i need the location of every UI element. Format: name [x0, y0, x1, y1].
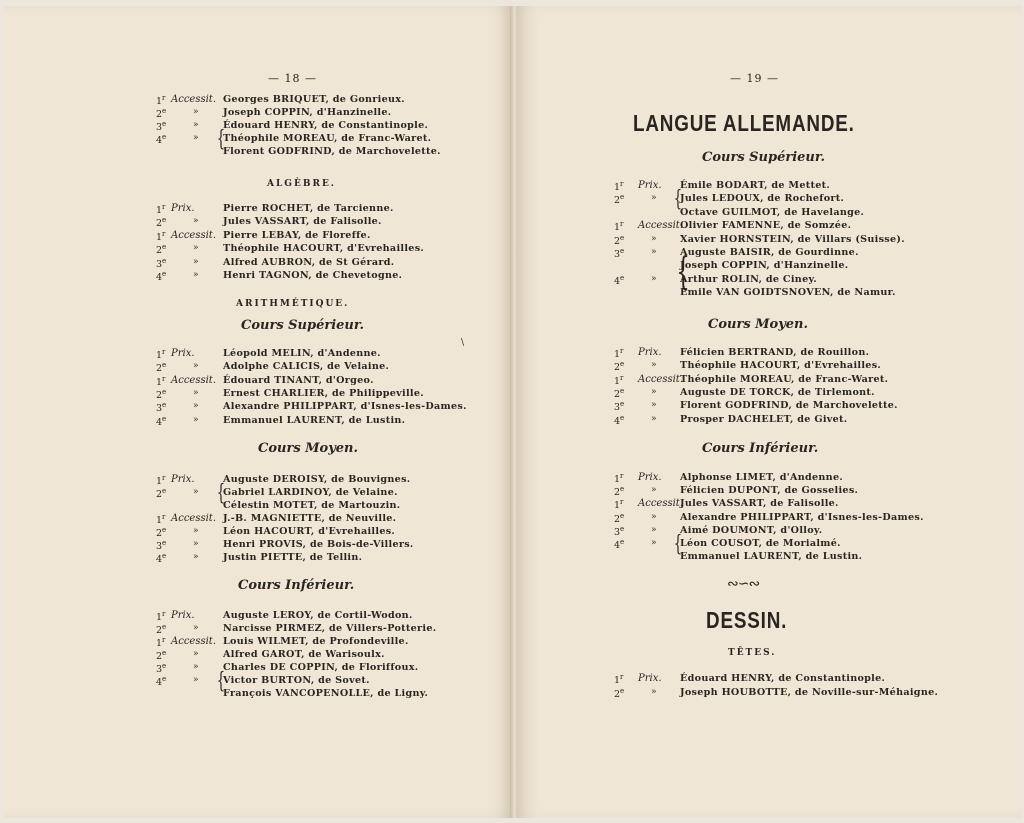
- laureate-name: Georges BRIQUET, de Gonrieux.: [223, 94, 405, 105]
- award-label: Accessit.: [171, 94, 216, 105]
- rank-number: 2e: [156, 216, 167, 230]
- laureate-name: Florent GODFRIND, de Marchovelette.: [680, 400, 898, 412]
- rank-number: 1$^r$: [156, 610, 166, 624]
- rank-number: 2e: [614, 233, 625, 247]
- award-label: Prix.: [638, 347, 662, 358]
- ditto-mark: »: [651, 360, 657, 371]
- ditto-mark: »: [651, 233, 657, 244]
- laureate-name: Célestin MOTET, de Martouzin.: [223, 500, 401, 511]
- rank-number: 2e: [156, 487, 167, 501]
- rank-number: 1$^r$: [614, 472, 624, 486]
- laureate-name: J.-B. MAGNIETTE, de Neuville.: [223, 513, 397, 524]
- ditto-mark: »: [651, 524, 657, 535]
- award-label: Prix.: [638, 472, 662, 483]
- rank-number: 2e: [614, 193, 625, 207]
- rank-number: 1$^r$: [156, 374, 166, 388]
- laureate-name: Auguste DEROISY, de Bouvignes.: [223, 474, 411, 485]
- rank-number: 4e: [156, 675, 167, 689]
- laureate-name: Henri TAGNON, de Chevetogne.: [223, 270, 403, 281]
- page-number: — 18 —: [268, 72, 317, 85]
- rank-number: 1$^r$: [156, 203, 166, 217]
- rank-number: 4e: [614, 413, 625, 427]
- laureate-name: Édouard TINANT, d'Orgeo.: [223, 374, 374, 386]
- laureate-name: Henri PROVIS, de Bois-de-Villers.: [223, 539, 414, 550]
- page-number: — 19 —: [730, 72, 779, 85]
- rank-number: 1$^r$: [156, 229, 166, 243]
- laureate-name: Édouard HENRY, de Constantinople.: [680, 673, 886, 684]
- rank-number: 3e: [156, 401, 167, 415]
- ditto-mark: »: [193, 270, 199, 280]
- laureate-name: Louis WILMET, de Profondeville.: [223, 636, 409, 647]
- laureate-name: Ernest CHARLIER, de Philippeville.: [223, 387, 424, 399]
- laureate-name: Prosper DACHELET, de Givet.: [680, 413, 848, 425]
- rank-number: 2e: [156, 361, 167, 375]
- rank-number: 1$^r$: [156, 348, 166, 362]
- award-label: Prix.: [171, 348, 195, 359]
- section-heading-algebre: ALGÈBRE.: [267, 179, 336, 189]
- laureate-name: Émile VAN GOIDTSNOVEN, de Namur.: [680, 287, 896, 299]
- ditto-mark: »: [651, 247, 657, 257]
- award-label: Prix.: [171, 474, 195, 485]
- laureate-name: Xavier HORNSTEIN, de Villars (Suisse).: [680, 233, 905, 245]
- laureate-name: Joseph HOUBOTTE, de Noville-sur-Méhaigne.: [680, 686, 939, 698]
- laureate-name: François VANCOPENOLLE, de Ligny.: [223, 688, 429, 699]
- rank-number: 1$^r$: [614, 673, 624, 687]
- laureate-name: Théophile HACOURT, d'Evrehailles.: [223, 243, 425, 255]
- laureate-name: Aimé DOUMONT, d'Olloy.: [680, 524, 823, 536]
- section-title: LANGUE ALLEMANDE.: [633, 110, 855, 136]
- laureate-name: Joseph COPPIN, d'Hanzinelle.: [680, 260, 849, 272]
- ditto-mark: »: [193, 539, 199, 549]
- ditto-mark: »: [651, 273, 657, 284]
- rank-number: 3e: [156, 662, 167, 676]
- award-label: Accessit.: [638, 220, 683, 232]
- rank-number: 2e: [156, 243, 167, 257]
- rank-number: 1$^r$: [614, 498, 624, 512]
- rank-number: 3e: [614, 400, 625, 414]
- rank-number: 1$^r$: [614, 373, 624, 387]
- laureate-name: Octave GUILMOT, de Havelange.: [680, 206, 865, 218]
- award-label: Accessit.: [171, 374, 216, 386]
- rank-number: 3e: [614, 247, 625, 261]
- rank-number: 4e: [614, 273, 625, 287]
- brace-mark: {: [216, 127, 226, 152]
- laureate-name: Arthur ROLIN, de Ciney.: [680, 273, 817, 285]
- rank-number: 2e: [156, 526, 167, 540]
- ditto-mark: »: [193, 526, 199, 536]
- laureate-name: Narcisse PIRMEZ, de Villers-Potterie.: [223, 623, 437, 634]
- rank-number: 3e: [614, 524, 625, 538]
- award-label: Prix.: [638, 180, 662, 191]
- ditto-mark: »: [651, 413, 657, 424]
- award-label: Accessit.: [171, 636, 216, 647]
- course-heading: Cours Moyen.: [708, 317, 809, 332]
- rank-number: 4e: [614, 538, 625, 552]
- rank-number: 1$^r$: [614, 180, 624, 194]
- award-label: Prix.: [638, 673, 662, 684]
- ditto-mark: »: [193, 107, 199, 117]
- rank-number: 1$^r$: [156, 474, 166, 488]
- ditto-mark: »: [193, 487, 199, 497]
- ditto-mark: »: [193, 361, 199, 372]
- laureate-name: Auguste LEROY, de Cortil-Wodon.: [223, 610, 413, 621]
- rank-number: 2e: [614, 386, 625, 401]
- ditto-mark: »: [193, 662, 199, 672]
- laureate-name: Alexandre PHILIPPART, d'Isnes-les-Dames.: [223, 401, 467, 413]
- laureate-name: Charles DE COPPIN, de Floriffoux.: [223, 662, 419, 673]
- laureate-name: Joseph COPPIN, d'Hanzinelle.: [223, 107, 392, 118]
- laureate-name: Félicien BERTRAND, de Rouillon.: [680, 347, 870, 358]
- laureate-name: Florent GODFRIND, de Marchovelette.: [223, 146, 441, 157]
- ditto-mark: »: [193, 387, 199, 398]
- laureate-name: Jules VASSART, de Falisolle.: [680, 498, 839, 510]
- award-label: Accessit.: [638, 498, 683, 510]
- brace-mark: {: [216, 481, 226, 506]
- ditto-mark: »: [651, 686, 657, 697]
- ditto-mark: »: [193, 401, 199, 412]
- rank-number: 1$^r$: [614, 220, 624, 234]
- laureate-name: Adolphe CALICIS, de Velaine.: [223, 361, 390, 373]
- laureate-name: Victor BURTON, de Sovet.: [223, 675, 370, 686]
- laureate-name: Emmanuel LAURENT, de Lustin.: [223, 414, 406, 426]
- rank-number: 1$^r$: [156, 94, 166, 108]
- rank-number: 2e: [156, 387, 167, 402]
- laureate-name: Félicien DUPONT, de Gosselies.: [680, 485, 859, 497]
- rank-number: 1$^r$: [156, 636, 166, 650]
- ditto-mark: »: [193, 552, 199, 562]
- course-heading: Cours Inférieur.: [702, 441, 819, 456]
- ditto-mark: »: [193, 414, 199, 425]
- laureate-name: Emmanuel LAURENT, de Lustin.: [680, 551, 863, 563]
- rank-number: 2e: [614, 360, 625, 374]
- laureate-name: Alphonse LIMET, d'Andenne.: [680, 472, 843, 483]
- award-label: Accessit.: [171, 229, 216, 241]
- laureate-name: Alfred AUBRON, de St Gérard.: [223, 256, 395, 268]
- ditto-mark: »: [193, 256, 199, 267]
- rank-number: 4e: [156, 414, 167, 428]
- rank-number: 2e: [614, 686, 625, 700]
- ditto-mark: »: [193, 120, 199, 130]
- rank-number: 2e: [614, 485, 625, 499]
- course-heading: Cours Supérieur.: [702, 150, 826, 165]
- rank-number: 3e: [156, 256, 167, 270]
- laureate-name: Léopold MELIN, d'Andenne.: [223, 348, 381, 359]
- brace-mark: {: [676, 249, 690, 294]
- section-heading-tetes: TÊTES.: [728, 648, 777, 658]
- brace-mark: {: [673, 187, 683, 213]
- ditto-mark: »: [193, 623, 199, 633]
- laureate-name: Justin PIETTE, de Tellin.: [223, 552, 363, 563]
- rank-number: 2e: [156, 107, 167, 121]
- rank-number: 3e: [156, 539, 167, 553]
- laureate-name: Jules LEDOUX, de Rochefort.: [680, 193, 845, 205]
- laureate-name: Jules VASSART, de Falisolle.: [223, 216, 382, 228]
- rank-number: 2e: [156, 623, 167, 637]
- ditto-mark: »: [651, 538, 657, 548]
- laureate-name: Auguste DE TORCK, de Tirlemont.: [680, 386, 875, 398]
- rank-number: 2e: [156, 649, 167, 663]
- section-title: DESSIN.: [706, 607, 788, 633]
- laureate-name: Pierre ROCHET, de Tarcienne.: [223, 203, 394, 214]
- laureate-name: Théophile HACOURT, d'Evrehailles.: [680, 360, 882, 372]
- laureate-name: Alfred GAROT, de Warisoulx.: [223, 649, 385, 660]
- brace-mark: {: [673, 532, 683, 557]
- ditto-mark: »: [651, 193, 657, 204]
- laureate-name: Alexandre PHILIPPART, d'Isnes-les-Dames.: [680, 511, 924, 523]
- ditto-mark: »: [651, 511, 657, 522]
- section-heading-arithmetique: ARITHMÉTIQUE.: [236, 299, 350, 309]
- rank-number: 3e: [156, 120, 167, 134]
- ditto-mark: »: [651, 485, 657, 496]
- laureate-name: Théophile MOREAU, de Franc-Waret.: [680, 373, 889, 385]
- laureate-name: Léon COUSOT, de Morialmé.: [680, 538, 841, 549]
- laureate-name: Édouard HENRY, de Constantinople.: [223, 120, 429, 131]
- course-heading: Cours Supérieur.: [241, 318, 365, 333]
- rank-number: 4e: [156, 552, 167, 566]
- laureate-name: Pierre LEBAY, de Floreffe.: [223, 229, 371, 241]
- rank-number: 2e: [614, 511, 625, 525]
- rank-number: 1$^r$: [614, 347, 624, 361]
- laureate-name: Auguste BAISIR, de Gourdinne.: [680, 247, 859, 258]
- laureate-name: Théophile MOREAU, de Franc-Waret.: [223, 133, 432, 144]
- ditto-mark: »: [193, 216, 199, 227]
- ditto-mark: »: [193, 243, 199, 254]
- laureate-name: Olivier FAMENNE, de Somzée.: [680, 220, 852, 232]
- laureate-name: Gabriel LARDINOY, de Velaine.: [223, 487, 398, 498]
- laureate-name: Léon HACOURT, d'Evrehailles.: [223, 526, 396, 537]
- award-label: Accessit.: [171, 513, 216, 524]
- award-label: Accessit.: [638, 373, 683, 385]
- ditto-mark: »: [193, 649, 199, 659]
- brace-mark: {: [216, 669, 226, 694]
- course-heading: Cours Moyen.: [258, 441, 359, 456]
- award-label: Prix.: [171, 610, 195, 621]
- ink-mark: \: [461, 338, 465, 348]
- ditto-mark: »: [651, 400, 657, 411]
- award-label: Prix.: [171, 203, 195, 214]
- laureate-name: Émile BODART, de Mettet.: [680, 180, 830, 191]
- ditto-mark: »: [651, 386, 657, 397]
- ditto-mark: »: [193, 133, 199, 143]
- ditto-mark: »: [193, 675, 199, 685]
- rank-number: 4e: [156, 133, 167, 147]
- rank-number: 4e: [156, 270, 167, 284]
- rank-number: 1$^r$: [156, 513, 166, 527]
- course-heading: Cours Inférieur.: [238, 578, 355, 593]
- ornament: ∾∽∾: [727, 576, 760, 592]
